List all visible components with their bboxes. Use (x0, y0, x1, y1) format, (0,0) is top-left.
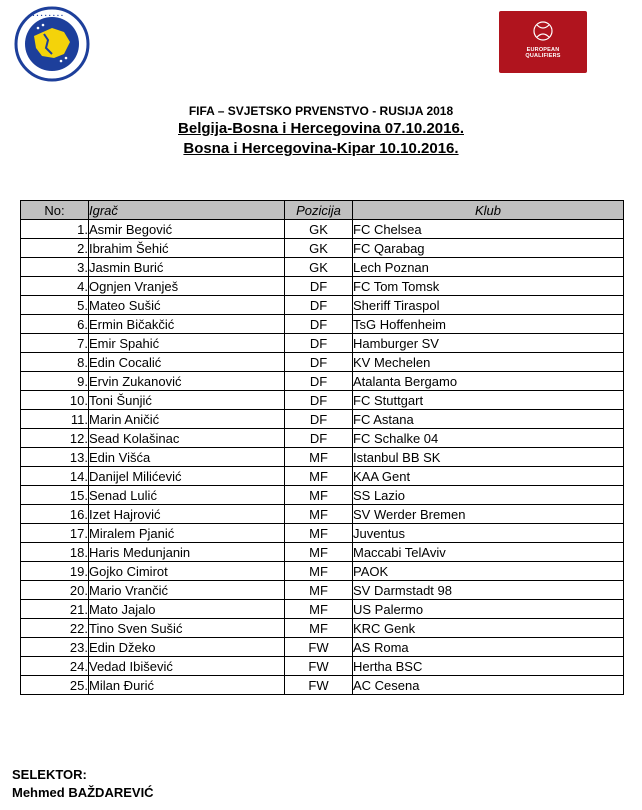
cell-no: 18. (21, 543, 89, 562)
selector-name: Mehmed BAŽDAREVIĆ (12, 785, 154, 800)
cell-position: MF (285, 600, 353, 619)
competition-title: FIFA – SVJETSKO PRVENSTVO - RUSIJA 2018 (188, 104, 454, 118)
table-row (21, 239, 624, 258)
cell-no: 16. (21, 505, 89, 524)
cell-position: MF (285, 467, 353, 486)
cell-player: Mario Vrančić (89, 581, 285, 600)
cell-player: Tino Sven Sušić (89, 619, 285, 638)
header-club: Klub (353, 201, 624, 220)
cell-no: 13. (21, 448, 89, 467)
cell-no: 3. (21, 258, 89, 277)
cell-player: Edin Džeko (89, 638, 285, 657)
cell-no: 20. (21, 581, 89, 600)
cell-no: 1. (21, 220, 89, 239)
cell-player: Mateo Sušić (89, 296, 285, 315)
logo-text-european: EUROPEAN (526, 47, 560, 53)
cell-no: 24. (21, 657, 89, 676)
cell-no: 6. (21, 315, 89, 334)
cell-no: 15. (21, 486, 89, 505)
cell-position: GK (285, 239, 353, 258)
cell-no: 9. (21, 372, 89, 391)
cell-club: Sheriff Tiraspol (353, 296, 624, 315)
cell-player: Asmir Begović (89, 220, 285, 239)
federation-logo (8, 6, 96, 82)
table-row (21, 296, 624, 315)
cell-no: 8. (21, 353, 89, 372)
cell-position: MF (285, 581, 353, 600)
cell-position: DF (285, 353, 353, 372)
cell-position: GK (285, 258, 353, 277)
table-row (21, 543, 624, 562)
cell-player: Senad Lulić (89, 486, 285, 505)
cell-position: DF (285, 391, 353, 410)
cell-position: DF (285, 277, 353, 296)
cell-no: 11. (21, 410, 89, 429)
cell-no: 17. (21, 524, 89, 543)
cell-player: Sead Kolašinac (89, 429, 285, 448)
cell-position: FW (285, 676, 353, 695)
table-row (21, 619, 624, 638)
cell-no: 23. (21, 638, 89, 657)
cell-club: FC Astana (353, 410, 624, 429)
cell-club: Hertha BSC (353, 657, 624, 676)
table-row (21, 258, 624, 277)
cell-position: DF (285, 372, 353, 391)
cell-position: MF (285, 562, 353, 581)
cell-player: Ervin Zukanović (89, 372, 285, 391)
cell-club: AS Roma (353, 638, 624, 657)
cell-club: US Palermo (353, 600, 624, 619)
cell-position: FW (285, 657, 353, 676)
cell-no: 12. (21, 429, 89, 448)
cell-no: 22. (21, 619, 89, 638)
table-row (21, 334, 624, 353)
header-no: No: (21, 201, 89, 220)
table-row (21, 638, 624, 657)
cell-player: Jasmin Burić (89, 258, 285, 277)
table-row (21, 220, 624, 239)
cell-player: Vedad Ibišević (89, 657, 285, 676)
cell-club: FC Schalke 04 (353, 429, 624, 448)
cell-club: Istanbul BB SK (353, 448, 624, 467)
cell-position: DF (285, 296, 353, 315)
cell-club: Hamburger SV (353, 334, 624, 353)
cell-player: Marin Aničić (89, 410, 285, 429)
cell-club: Juventus (353, 524, 624, 543)
cell-position: MF (285, 448, 353, 467)
table-row (21, 315, 624, 334)
table-row (21, 391, 624, 410)
logo-text-qualifiers: QUALIFIERS (525, 53, 561, 59)
table-row (21, 486, 624, 505)
cell-player: Emir Spahić (89, 334, 285, 353)
match-1-title: Belgija-Bosna i Hercegovina 07.10.2016. (178, 120, 464, 137)
table-row (21, 277, 624, 296)
cell-club: TsG Hoffenheim (353, 315, 624, 334)
cell-no: 21. (21, 600, 89, 619)
cell-club: KRC Genk (353, 619, 624, 638)
cell-player: Danijel Milićević (89, 467, 285, 486)
cell-no: 19. (21, 562, 89, 581)
table-row (21, 581, 624, 600)
cell-player: Edin Višća (89, 448, 285, 467)
cell-position: FW (285, 638, 353, 657)
table-row (21, 562, 624, 581)
cell-club: KAA Gent (353, 467, 624, 486)
table-row (21, 448, 624, 467)
cell-club: Atalanta Bergamo (353, 372, 624, 391)
cell-club: SV Werder Bremen (353, 505, 624, 524)
document-heading (0, 104, 642, 159)
cell-player: Toni Šunjić (89, 391, 285, 410)
cell-no: 5. (21, 296, 89, 315)
cell-position: MF (285, 505, 353, 524)
cell-club: FC Chelsea (353, 220, 624, 239)
cell-position: DF (285, 429, 353, 448)
cell-position: MF (285, 619, 353, 638)
cell-position: MF (285, 524, 353, 543)
table-row (21, 467, 624, 486)
selector-label: SELEKTOR: (12, 767, 87, 782)
cell-position: GK (285, 220, 353, 239)
cell-player: Ibrahim Šehić (89, 239, 285, 258)
european-qualifiers-logo (499, 11, 587, 73)
cell-position: DF (285, 410, 353, 429)
table-row (21, 429, 624, 448)
cell-player: Gojko Cimirot (89, 562, 285, 581)
cell-club: FC Qarabag (353, 239, 624, 258)
cell-club: FC Stuttgart (353, 391, 624, 410)
match-2-title: Bosna i Hercegovina-Kipar 10.10.2016. (183, 140, 459, 157)
cell-player: Haris Medunjanin (89, 543, 285, 562)
cell-no: 25. (21, 676, 89, 695)
table-row (21, 657, 624, 676)
cell-club: Maccabi TelAviv (353, 543, 624, 562)
table-row (21, 524, 624, 543)
table-row (21, 676, 624, 695)
cell-club: Lech Poznan (353, 258, 624, 277)
roster-table (20, 200, 624, 695)
table-row (21, 410, 624, 429)
cell-no: 2. (21, 239, 89, 258)
cell-player: Ermin Bičakčić (89, 315, 285, 334)
table-row (21, 372, 624, 391)
roster-body (21, 220, 624, 695)
cell-position: MF (285, 543, 353, 562)
cell-no: 10. (21, 391, 89, 410)
cell-club: AC Cesena (353, 676, 624, 695)
cell-no: 4. (21, 277, 89, 296)
cell-club: KV Mechelen (353, 353, 624, 372)
header-position: Pozicija (285, 201, 353, 220)
cell-position: DF (285, 334, 353, 353)
cell-club: FC Tom Tomsk (353, 277, 624, 296)
cell-player: Mato Jajalo (89, 600, 285, 619)
cell-position: MF (285, 486, 353, 505)
cell-player: Miralem Pjanić (89, 524, 285, 543)
cell-player: Izet Hajrović (89, 505, 285, 524)
cell-no: 7. (21, 334, 89, 353)
table-header-row (21, 201, 624, 220)
cell-player: Edin Cocalić (89, 353, 285, 372)
selector-block (12, 766, 154, 802)
cell-club: SV Darmstadt 98 (353, 581, 624, 600)
table-row (21, 353, 624, 372)
cell-position: DF (285, 315, 353, 334)
table-row (21, 600, 624, 619)
cell-player: Milan Đurić (89, 676, 285, 695)
cell-club: PAOK (353, 562, 624, 581)
cell-no: 14. (21, 467, 89, 486)
svg-text:• • • • • • • • •: • • • • • • • • • (28, 14, 64, 19)
cell-club: SS Lazio (353, 486, 624, 505)
cell-player: Ognjen Vranješ (89, 277, 285, 296)
header-player: Igrač (89, 201, 285, 220)
table-row (21, 505, 624, 524)
